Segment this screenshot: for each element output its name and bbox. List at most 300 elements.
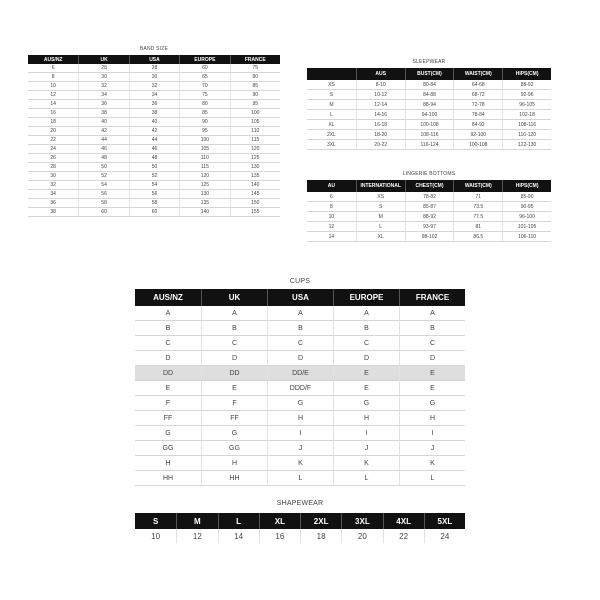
column-header: EUROPE — [333, 289, 399, 306]
band-size-section — [28, 46, 280, 217]
band-size-table — [28, 55, 280, 217]
table-cell: 12 — [28, 91, 78, 100]
table-cell: K — [399, 456, 465, 471]
table-cell: D — [201, 351, 267, 366]
table-cell: 20-22 — [356, 140, 405, 150]
table-cell: 58 — [78, 199, 128, 208]
table-cell: A — [333, 306, 399, 321]
table-cell: DDD/F — [267, 381, 333, 396]
table-cell: 140 — [230, 181, 280, 190]
column-header: 4XL — [383, 513, 424, 529]
table-cell: 75 — [179, 91, 229, 100]
table-cell: 18 — [300, 529, 341, 543]
table-row — [135, 321, 465, 336]
table-cell: F — [135, 396, 201, 411]
table-cell: 90-95 — [502, 202, 551, 212]
table-cell: E — [135, 381, 201, 396]
table-cell: 80-84 — [405, 80, 454, 90]
table-cell: DD — [135, 366, 201, 381]
table-cell: 64-68 — [453, 80, 502, 90]
table-cell: C — [399, 336, 465, 351]
column-header: INTERNATIONAL — [356, 180, 405, 192]
table-cell: 73.5 — [453, 202, 502, 212]
table-row — [135, 306, 465, 321]
table-row — [135, 366, 465, 381]
table-cell: 92-100 — [453, 130, 502, 140]
table-cell: 28 — [129, 64, 179, 73]
table-cell: 78-82 — [405, 192, 454, 202]
table-cell: XL — [356, 232, 405, 242]
table-row — [28, 100, 280, 109]
table-cell: L — [267, 471, 333, 486]
table-cell: 68-72 — [453, 90, 502, 100]
table-cell: 95 — [230, 100, 280, 109]
column-header: WAIST(CM) — [453, 68, 502, 80]
table-cell: 122-130 — [502, 140, 551, 150]
table-cell: 14-16 — [356, 110, 405, 120]
table-row — [135, 336, 465, 351]
table-cell: A — [399, 306, 465, 321]
column-header: USA — [267, 289, 333, 306]
table-cell: 102-18 — [502, 110, 551, 120]
table-row — [307, 100, 551, 110]
column-header: UK — [78, 55, 128, 64]
table-row — [28, 127, 280, 136]
table-cell: F — [201, 396, 267, 411]
table-cell: H — [399, 411, 465, 426]
table-row — [135, 411, 465, 426]
table-cell: 56 — [129, 190, 179, 199]
table-cell: 12 — [176, 529, 217, 543]
column-header: XL — [259, 513, 300, 529]
table-cell: 10-12 — [356, 90, 405, 100]
table-cell: 150 — [230, 199, 280, 208]
table-row — [28, 190, 280, 199]
header-row — [307, 68, 551, 80]
table-cell: 60 — [78, 208, 128, 217]
table-cell: 96-105 — [502, 100, 551, 110]
table-cell: 8 — [307, 202, 356, 212]
table-cell: 50 — [78, 163, 128, 172]
table-cell: 125 — [230, 154, 280, 163]
table-cell: 20 — [341, 529, 382, 543]
table-cell: S — [307, 90, 356, 100]
table-cell: 16 — [259, 529, 300, 543]
table-cell: 85 — [230, 82, 280, 91]
table-cell: 38 — [129, 109, 179, 118]
table-cell: GG — [135, 441, 201, 456]
sleepwear-title: SLEEPWEAR — [412, 59, 446, 65]
table-cell: 44 — [129, 136, 179, 145]
table-cell: 48 — [78, 154, 128, 163]
table-cell: 72-78 — [453, 100, 502, 110]
table-cell: 135 — [179, 199, 229, 208]
table-cell: E — [201, 381, 267, 396]
table-row — [135, 426, 465, 441]
table-cell: HH — [135, 471, 201, 486]
table-cell: 155 — [230, 208, 280, 217]
table-cell: 88-92 — [502, 80, 551, 90]
table-cell: 54 — [78, 181, 128, 190]
header-row — [307, 180, 551, 192]
column-header: WAIST(CM) — [453, 180, 502, 192]
table-cell: 32 — [78, 82, 128, 91]
table-row — [28, 91, 280, 100]
table-cell: 40 — [78, 118, 128, 127]
table-cell: 18-20 — [356, 130, 405, 140]
table-cell: B — [399, 321, 465, 336]
table-cell: 90 — [179, 118, 229, 127]
table-cell: D — [135, 351, 201, 366]
lingerie-bottoms-title: LINGERIE BOTTOMS — [402, 171, 456, 177]
table-cell: 46 — [129, 145, 179, 154]
table-cell: 70 — [179, 82, 229, 91]
table-cell: 24 — [28, 145, 78, 154]
table-cell: I — [267, 426, 333, 441]
table-cell: 110 — [230, 127, 280, 136]
table-row — [135, 381, 465, 396]
table-cell: 10 — [307, 212, 356, 222]
table-cell: E — [399, 366, 465, 381]
table-cell: 60 — [179, 64, 229, 73]
table-row — [28, 136, 280, 145]
table-cell: A — [267, 306, 333, 321]
table-row — [28, 145, 280, 154]
table-cell: 54 — [129, 181, 179, 190]
table-cell: 22 — [383, 529, 424, 543]
table-row — [28, 73, 280, 82]
table-cell: L — [333, 471, 399, 486]
table-cell: 77.5 — [453, 212, 502, 222]
table-cell: XS — [356, 192, 405, 202]
table-cell: 36 — [129, 100, 179, 109]
table-cell: 130 — [179, 190, 229, 199]
column-header: FRANCE — [399, 289, 465, 306]
table-cell: G — [267, 396, 333, 411]
table-row — [307, 202, 551, 212]
table-cell: 34 — [78, 91, 128, 100]
table-cell: 115 — [230, 136, 280, 145]
table-row — [135, 456, 465, 471]
column-header: 2XL — [300, 513, 341, 529]
band-size-title: BAND SIZE — [139, 46, 169, 52]
table-cell: 10 — [28, 82, 78, 91]
table-cell: B — [333, 321, 399, 336]
table-cell: E — [399, 381, 465, 396]
table-cell: 94-100 — [405, 110, 454, 120]
table-cell: 95 — [179, 127, 229, 136]
table-cell: 6 — [307, 192, 356, 202]
table-cell: 18 — [28, 118, 78, 127]
table-row — [307, 192, 551, 202]
table-cell: 38 — [28, 208, 78, 217]
sleepwear-section — [307, 59, 551, 150]
table-row — [307, 120, 551, 130]
column-header: FRANCE — [230, 55, 280, 64]
table-cell: 85-87 — [405, 202, 454, 212]
column-header: 3XL — [341, 513, 382, 529]
column-header: L — [218, 513, 259, 529]
table-cell: 80 — [230, 73, 280, 82]
table-cell: 100 — [179, 136, 229, 145]
header-row — [135, 513, 465, 529]
table-cell: 34 — [28, 190, 78, 199]
table-cell: FF — [135, 411, 201, 426]
table-cell: 42 — [129, 127, 179, 136]
table-cell: 44 — [78, 136, 128, 145]
table-cell: 52 — [129, 172, 179, 181]
table-cell: 42 — [78, 127, 128, 136]
shapewear-title: SHAPEWEAR — [276, 500, 324, 507]
table-cell: C — [201, 336, 267, 351]
table-cell: 38 — [78, 109, 128, 118]
header-row — [28, 55, 280, 64]
column-header: EUROPE — [179, 55, 229, 64]
column-header — [307, 68, 356, 80]
table-cell: 28 — [28, 163, 78, 172]
table-cell: 108-116 — [405, 130, 454, 140]
column-header: 5XL — [424, 513, 465, 529]
table-cell: HH — [201, 471, 267, 486]
table-cell: 98-102 — [405, 232, 454, 242]
table-cell: 20 — [28, 127, 78, 136]
table-cell: 8 — [28, 73, 78, 82]
table-cell: E — [333, 366, 399, 381]
table-cell: 106-110 — [502, 232, 551, 242]
table-cell: 81 — [453, 222, 502, 232]
table-cell: 88-94 — [405, 100, 454, 110]
table-cell: 12-14 — [356, 100, 405, 110]
table-row — [28, 118, 280, 127]
table-cell: DD — [201, 366, 267, 381]
column-header: AUS/NZ — [28, 55, 78, 64]
table-cell: 100-108 — [405, 120, 454, 130]
lingerie-bottoms-section — [307, 171, 551, 242]
table-cell: 135 — [230, 172, 280, 181]
table-cell: XL — [307, 120, 356, 130]
table-cell: J — [399, 441, 465, 456]
table-cell: A — [201, 306, 267, 321]
table-cell: B — [135, 321, 201, 336]
table-cell: 110 — [179, 154, 229, 163]
table-cell: G — [135, 426, 201, 441]
column-header: UK — [201, 289, 267, 306]
table-cell: DD/E — [267, 366, 333, 381]
table-row — [307, 232, 551, 242]
table-cell: 26 — [28, 154, 78, 163]
table-row — [307, 140, 551, 150]
table-cell: 85-90 — [502, 192, 551, 202]
table-cell: 105 — [230, 118, 280, 127]
column-header: M — [176, 513, 217, 529]
table-cell: 36 — [78, 100, 128, 109]
table-cell: 130 — [230, 163, 280, 172]
table-cell: D — [267, 351, 333, 366]
table-cell: 2XL — [307, 130, 356, 140]
column-header: AU — [307, 180, 356, 192]
table-cell: 12 — [307, 222, 356, 232]
table-cell: 30 — [129, 73, 179, 82]
table-cell: 88-92 — [405, 212, 454, 222]
table-cell: 10 — [151, 531, 161, 541]
table-cell: 16-18 — [356, 120, 405, 130]
table-cell: M — [307, 100, 356, 110]
table-row — [28, 163, 280, 172]
table-cell: S — [356, 202, 405, 212]
table-cell: 96-100 — [502, 212, 551, 222]
cups-title: CUPS — [289, 278, 311, 285]
column-header: BUST(CM) — [405, 68, 454, 80]
column-header: HIPS(CM) — [502, 68, 551, 80]
table-row — [135, 529, 465, 543]
table-cell: C — [135, 336, 201, 351]
table-cell: 48 — [129, 154, 179, 163]
cups-table — [135, 289, 465, 486]
table-row — [135, 351, 465, 366]
table-cell: 78-84 — [453, 110, 502, 120]
table-cell: J — [267, 441, 333, 456]
table-cell: G — [333, 396, 399, 411]
table-cell: 3XL — [307, 140, 356, 150]
table-cell: 101-105 — [502, 222, 551, 232]
table-cell: 92-96 — [502, 90, 551, 100]
table-cell: L — [307, 110, 356, 120]
table-cell: 85 — [179, 109, 229, 118]
column-header: AUS/NZ — [135, 289, 201, 306]
table-cell: 140 — [179, 208, 229, 217]
table-cell: B — [201, 321, 267, 336]
table-cell: 14 — [307, 232, 356, 242]
table-cell: 116-120 — [502, 130, 551, 140]
table-cell: L — [356, 222, 405, 232]
table-row — [28, 199, 280, 208]
table-cell: 46 — [78, 145, 128, 154]
table-cell: 93-97 — [405, 222, 454, 232]
lingerie-bottoms-table — [307, 180, 551, 242]
table-cell: B — [267, 321, 333, 336]
table-row — [135, 471, 465, 486]
table-cell: XS — [307, 80, 356, 90]
table-cell: D — [399, 351, 465, 366]
table-cell: K — [333, 456, 399, 471]
table-cell: H — [135, 456, 201, 471]
table-cell: H — [267, 411, 333, 426]
table-cell: 80 — [179, 100, 229, 109]
table-cell: 14 — [218, 529, 259, 543]
table-cell: 32 — [28, 181, 78, 190]
table-cell: 52 — [78, 172, 128, 181]
table-cell: I — [333, 426, 399, 441]
table-cell: A — [135, 306, 201, 321]
table-cell: 84-92 — [453, 120, 502, 130]
table-cell: 145 — [230, 190, 280, 199]
table-cell: 71 — [453, 192, 502, 202]
table-row — [307, 110, 551, 120]
table-cell: C — [267, 336, 333, 351]
table-cell: 120 — [179, 172, 229, 181]
table-row — [135, 441, 465, 456]
table-cell: 120 — [230, 145, 280, 154]
column-header: CHEST(CM) — [405, 180, 454, 192]
table-cell: 58 — [129, 199, 179, 208]
column-header: HIPS(CM) — [502, 180, 551, 192]
table-cell: I — [399, 426, 465, 441]
table-row — [307, 80, 551, 90]
shapewear-table — [135, 513, 465, 543]
table-cell: G — [201, 426, 267, 441]
table-cell: 75 — [230, 64, 280, 73]
table-cell: J — [333, 441, 399, 456]
table-cell: 28 — [78, 64, 128, 73]
table-cell: 115 — [179, 163, 229, 172]
table-cell: E — [333, 381, 399, 396]
table-cell: 56 — [78, 190, 128, 199]
table-cell: 105 — [179, 145, 229, 154]
table-cell: H — [201, 456, 267, 471]
table-cell: 50 — [129, 163, 179, 172]
table-cell: 6 — [28, 64, 78, 73]
table-cell: 16 — [28, 109, 78, 118]
table-cell: 116-124 — [405, 140, 454, 150]
table-cell: M — [356, 212, 405, 222]
table-cell: 86.5 — [453, 232, 502, 242]
column-header: USA — [129, 55, 179, 64]
table-row — [28, 181, 280, 190]
table-cell: 100 — [230, 109, 280, 118]
cups-section — [135, 278, 465, 486]
table-cell: 40 — [129, 118, 179, 127]
table-cell: 65 — [179, 73, 229, 82]
table-cell: H — [333, 411, 399, 426]
table-cell: 32 — [129, 82, 179, 91]
table-cell: G — [399, 396, 465, 411]
table-row — [28, 172, 280, 181]
table-cell: K — [267, 456, 333, 471]
table-cell: 84-88 — [405, 90, 454, 100]
sleepwear-table — [307, 68, 551, 150]
table-cell: L — [399, 471, 465, 486]
table-row — [307, 90, 551, 100]
table-cell: 90 — [230, 91, 280, 100]
table-row — [28, 208, 280, 217]
table-cell: 36 — [28, 199, 78, 208]
table-cell: 108-116 — [502, 120, 551, 130]
table-row — [28, 82, 280, 91]
table-cell: FF — [201, 411, 267, 426]
table-cell: 30 — [78, 73, 128, 82]
table-row — [135, 396, 465, 411]
table-cell: 125 — [179, 181, 229, 190]
column-header: AUS — [356, 68, 405, 80]
table-cell: 8-10 — [356, 80, 405, 90]
table-row — [307, 212, 551, 222]
table-cell: 60 — [129, 208, 179, 217]
header-row — [135, 289, 465, 306]
table-row — [307, 130, 551, 140]
table-cell: 100-108 — [453, 140, 502, 150]
table-cell: 30 — [28, 172, 78, 181]
table-cell: GG — [201, 441, 267, 456]
table-cell: 22 — [28, 136, 78, 145]
column-header: S — [135, 513, 176, 529]
table-cell: C — [333, 336, 399, 351]
table-cell: 34 — [129, 91, 179, 100]
table-row — [28, 109, 280, 118]
table-row — [307, 222, 551, 232]
table-row — [28, 64, 280, 73]
table-row — [28, 154, 280, 163]
table-cell: 14 — [28, 100, 78, 109]
